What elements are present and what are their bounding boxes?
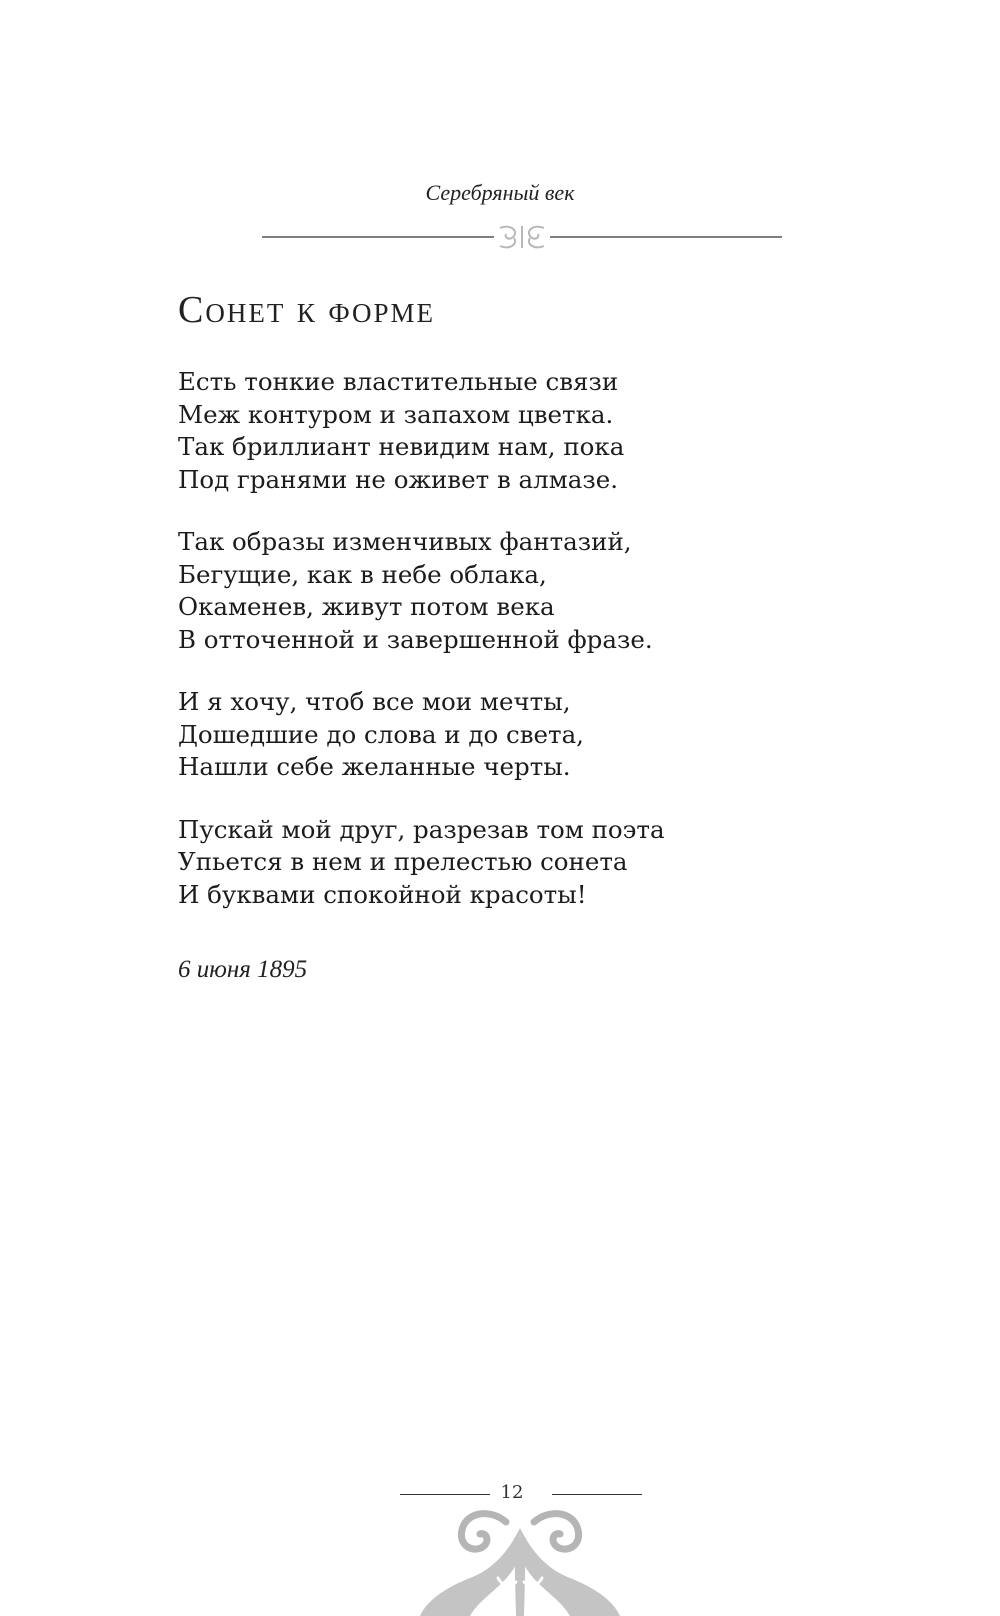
poem-line: В отточенной и завершенной фразе. (178, 624, 653, 654)
poem-line: И я хочу, чтоб все мои мечты, (178, 687, 571, 716)
poem-line: Бегущие, как в небе облака, (178, 559, 547, 589)
folio-rule-left (400, 1494, 490, 1495)
poem-line: Нашли себе желанные черты. (178, 752, 571, 781)
stanza-3 (178, 686, 798, 784)
poem-line: Под гранями не оживет в алмазе. (178, 464, 619, 494)
page-number: 12 (500, 1482, 524, 1503)
stanza-2 (178, 526, 798, 656)
folio-rule-right (552, 1494, 642, 1495)
header-divider-ornament (262, 222, 782, 252)
poem-line: Меж контуром и запахом цветка. (178, 399, 614, 429)
poem-body (178, 366, 798, 941)
poem-date: 6 июня 1895 (178, 956, 308, 983)
poem-line: Так образы изменчивых фантазий, (178, 527, 632, 556)
poem-title: Сонет к форме (178, 289, 436, 331)
poem-line: И буквами спокойной красоты! (178, 879, 587, 909)
running-title: Серебряный век (425, 180, 575, 205)
stanza-4 (178, 814, 798, 912)
poem-line: Так бриллиант невидим нам, пока (178, 432, 625, 461)
poem-line: Окаменев, живут потом века (178, 592, 555, 621)
poem-line: Упьется в нем и прелестью сонета (178, 847, 628, 876)
poem-line: Пускай мой друг, разрезав том поэта (178, 814, 665, 844)
poem-line: Дошедшие до слова и до света, (178, 719, 584, 749)
stanza-1 (178, 366, 798, 496)
footer-ornament-icon (410, 1508, 630, 1616)
poem-line: Есть тонкие властительные связи (178, 367, 619, 396)
